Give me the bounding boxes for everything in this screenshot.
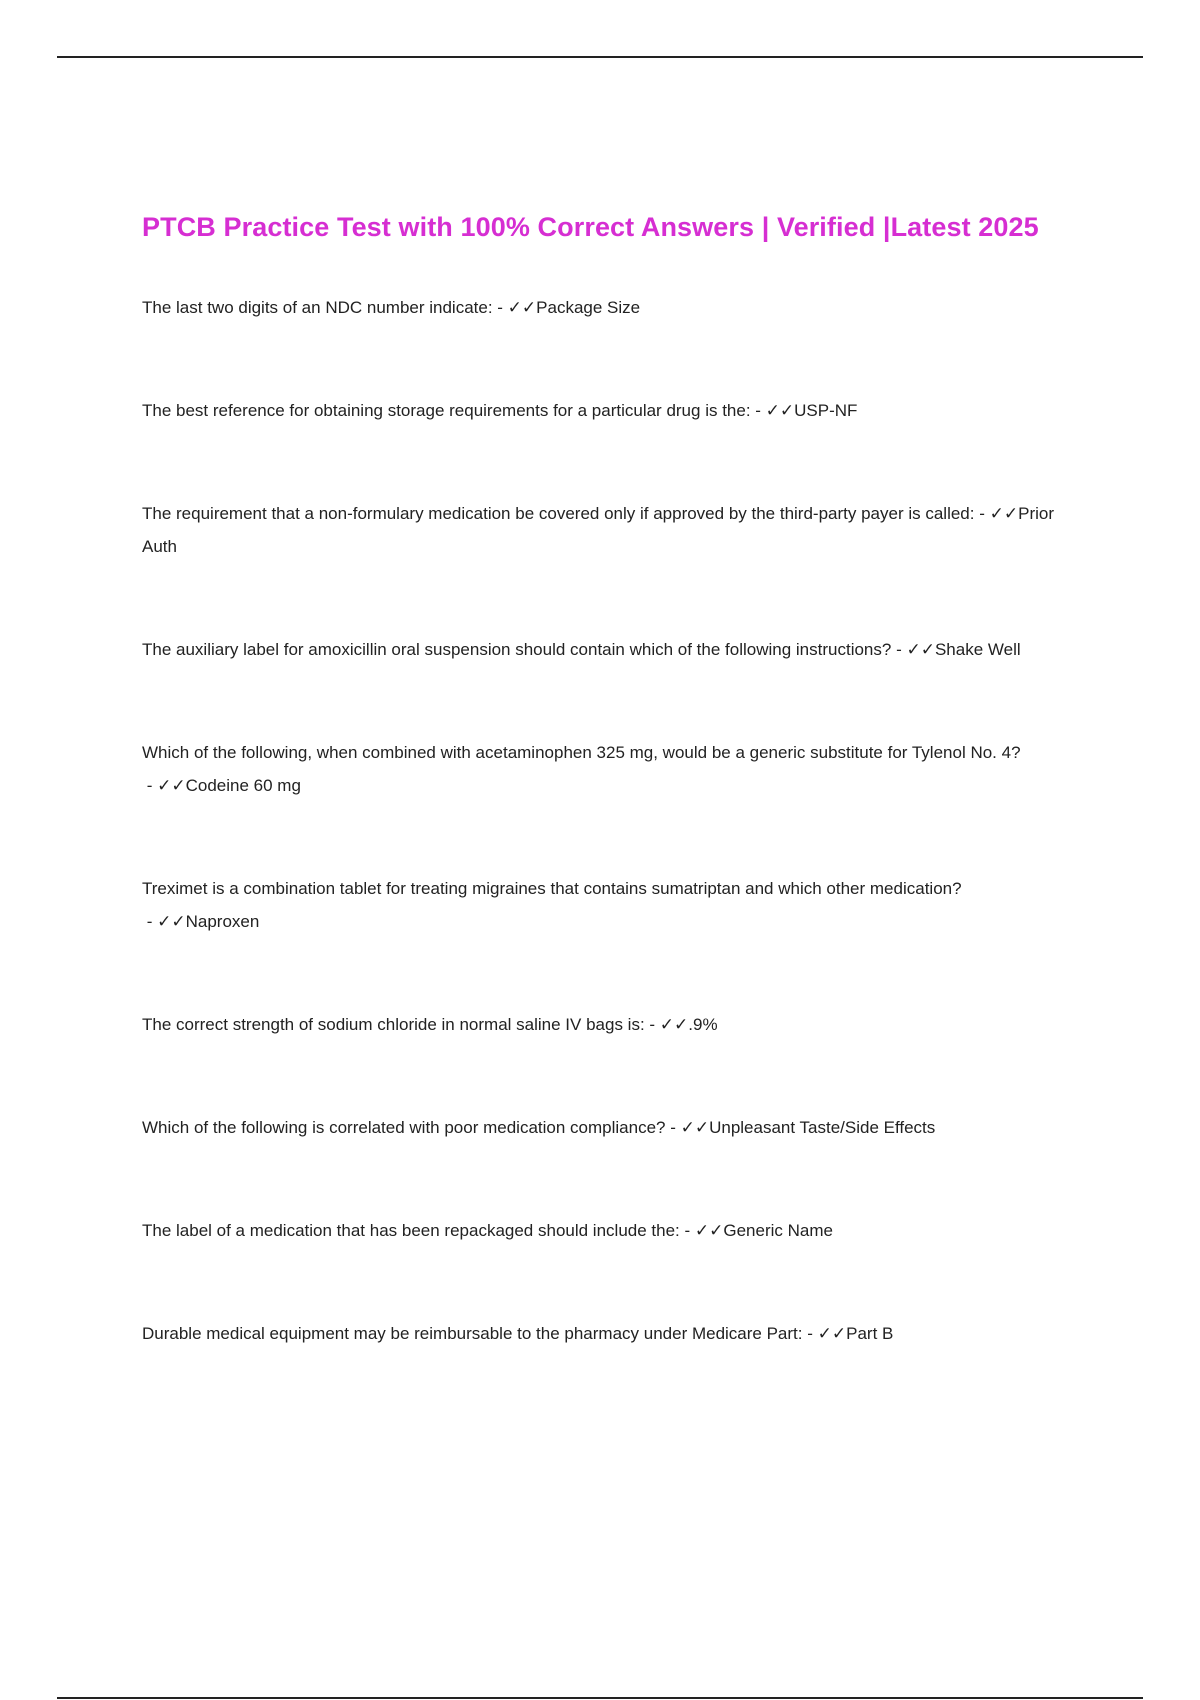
qa-item [142, 736, 1062, 802]
answer-text: Prior Auth [142, 504, 1055, 556]
document-content [142, 212, 1062, 1350]
qa-item [142, 1008, 1062, 1041]
qa-item [142, 1111, 1062, 1144]
top-rule [57, 56, 1143, 58]
question-text: Which of the following is correlated with poor medication compliance? [142, 1118, 666, 1137]
question-text: The requirement that a non-formulary medication be covered only if approved by the third-party payer is called: [142, 504, 975, 523]
answer-text: Shake Well [934, 640, 1021, 659]
qa-item [142, 394, 1062, 427]
qa-item [142, 633, 1062, 666]
question-text: The label of a medication that has been repackaged should include the: [142, 1221, 680, 1240]
question-text: The auxiliary label for amoxicillin oral suspension should contain which of the following instructions? [142, 640, 892, 659]
question-text: Durable medical equipment may be reimbursable to the pharmacy under Medicare Part: [142, 1324, 803, 1343]
document-title: PTCB Practice Test with 100% Correct Answers | Verified |Latest 2025 [142, 212, 1039, 242]
double-check-icon: ✓✓ [765, 401, 795, 420]
answer-text: USP-NF [794, 401, 858, 420]
qa-item [142, 1214, 1062, 1247]
double-check-icon: ✓✓ [680, 1118, 710, 1137]
answer-separator: - [802, 1324, 818, 1343]
answer-separator: - [142, 776, 158, 795]
qa-item [142, 1317, 1062, 1350]
answer-separator: - [665, 1118, 681, 1137]
answer-separator: - [492, 298, 508, 317]
question-text: The best reference for obtaining storage requirements for a particular drug is the: [142, 401, 751, 420]
answer-text: Package Size [536, 298, 641, 317]
answer-text: Unpleasant Taste/Side Effects [709, 1118, 936, 1137]
answer-text: Generic Name [723, 1221, 833, 1240]
answer-separator: - [142, 912, 158, 931]
double-check-icon: ✓✓ [507, 298, 537, 317]
answer-separator: - [891, 640, 907, 659]
double-check-icon: ✓✓ [659, 1015, 689, 1034]
qa-item [142, 291, 1062, 324]
answer-text: .9% [688, 1015, 718, 1034]
question-text: The correct strength of sodium chloride in normal saline IV bags is: [142, 1015, 645, 1034]
bottom-rule [57, 1697, 1143, 1699]
question-text: The last two digits of an NDC number indicate: [142, 298, 493, 317]
answer-separator: - [974, 504, 990, 523]
qa-item [142, 497, 1062, 563]
question-text: Treximet is a combination tablet for treating migraines that contains sumatriptan and which other medication? [142, 879, 962, 898]
qa-list [142, 291, 1062, 1350]
question-text: Which of the following, when combined with acetaminophen 325 mg, would be a generic substitute for Tylenol No. 4? [142, 743, 1021, 762]
answer-text: Codeine 60 mg [185, 776, 301, 795]
qa-item [142, 872, 1062, 938]
answer-text: Part B [846, 1324, 894, 1343]
double-check-icon: ✓✓ [989, 504, 1019, 523]
answer-separator: - [679, 1221, 695, 1240]
answer-text: Naproxen [185, 912, 260, 931]
answer-separator: - [750, 401, 766, 420]
double-check-icon: ✓✓ [906, 640, 935, 659]
double-check-icon: ✓✓ [157, 912, 186, 931]
double-check-icon: ✓✓ [694, 1221, 724, 1240]
double-check-icon: ✓✓ [157, 776, 186, 795]
answer-separator: - [644, 1015, 660, 1034]
double-check-icon: ✓✓ [817, 1324, 847, 1343]
